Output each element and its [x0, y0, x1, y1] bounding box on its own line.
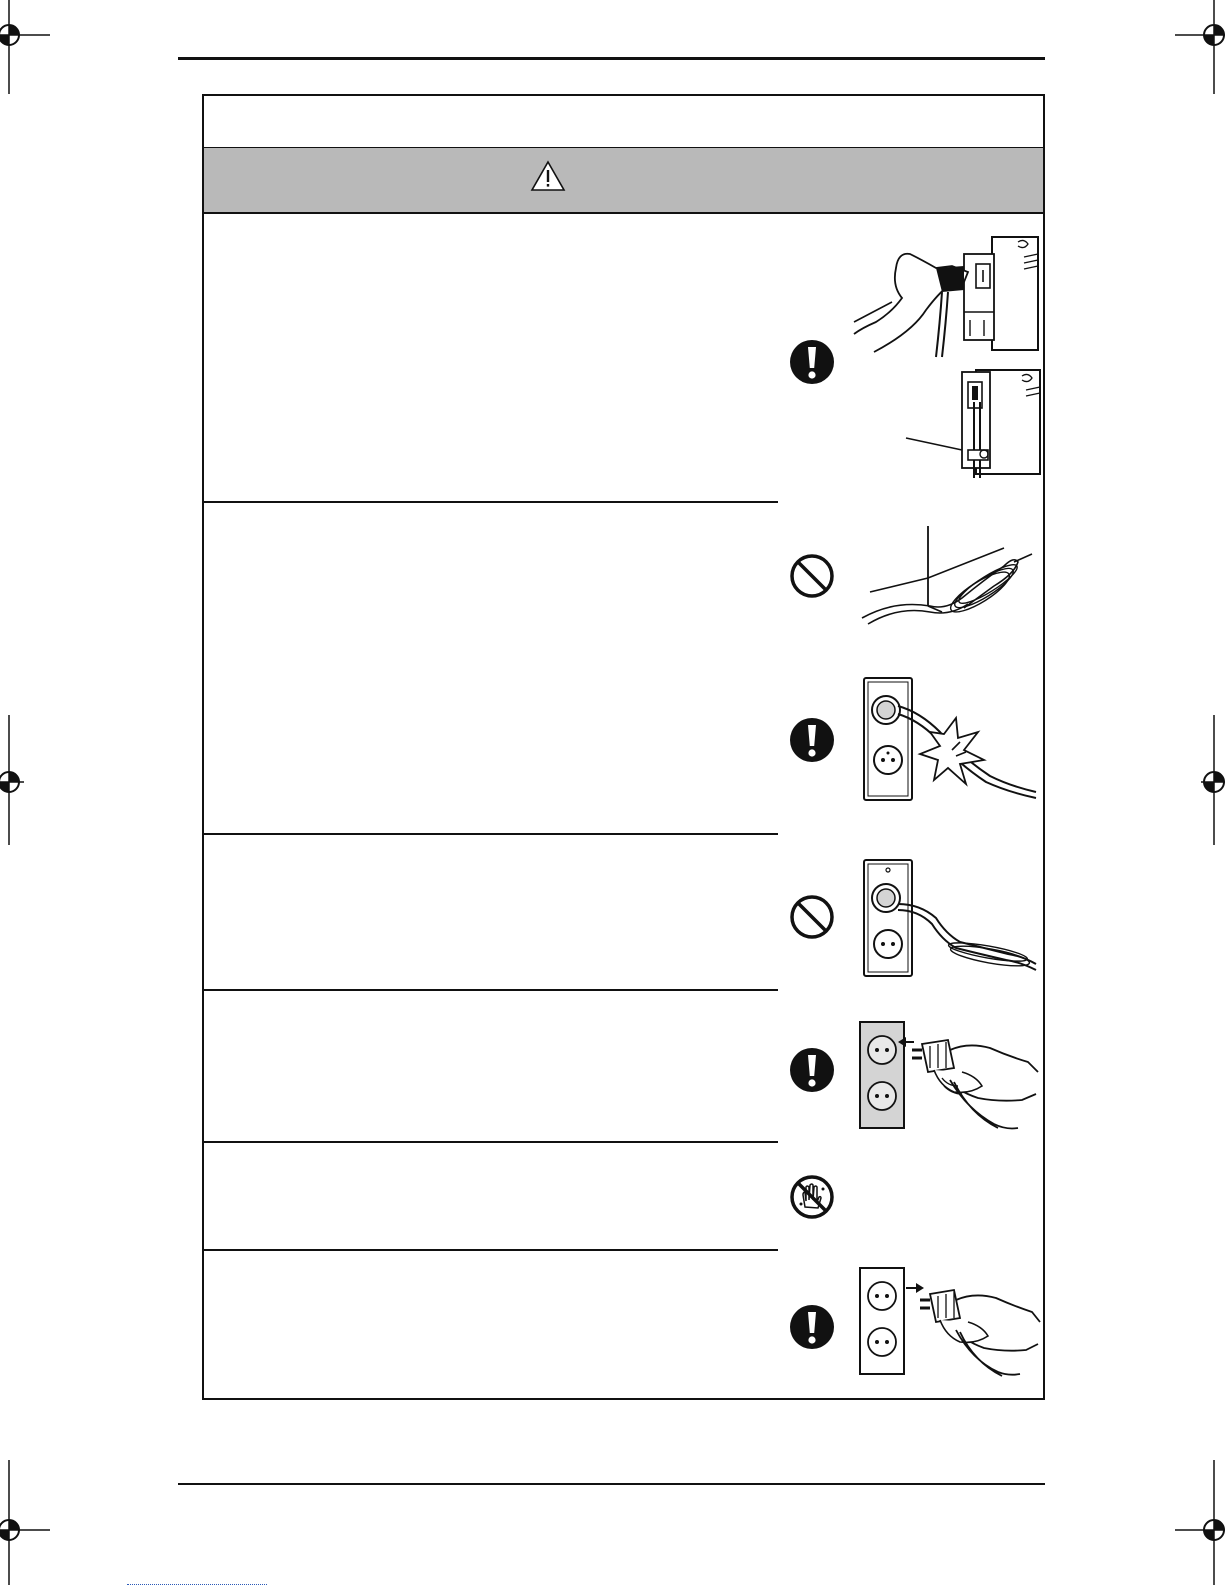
table-row — [218, 516, 768, 666]
prohibited-icon — [788, 552, 836, 600]
row-separator — [204, 1249, 778, 1251]
crop-mark-mid-right-icon — [1185, 715, 1225, 845]
warning-triangle-icon — [530, 160, 566, 192]
crop-mark-top-left-icon — [0, 0, 60, 100]
prohibited-icon — [788, 893, 836, 941]
table-row — [218, 1264, 768, 1389]
damaged-cord-outlet-illustration — [860, 676, 1040, 806]
header-rule — [178, 57, 1045, 60]
cord-secured-device-illustration — [904, 366, 1044, 486]
table-row — [218, 676, 768, 826]
table-row — [218, 1004, 768, 1134]
crop-mark-bottom-right-icon — [1165, 1460, 1225, 1585]
insert-plug-illustration — [858, 1020, 1042, 1132]
remove-plug-illustration — [858, 1266, 1042, 1378]
cord-under-device-illustration — [854, 526, 1044, 626]
table-row — [218, 848, 768, 978]
safety-table — [202, 94, 1045, 1400]
mandatory-icon — [788, 716, 836, 764]
mandatory-icon — [788, 1046, 836, 1094]
warning-band — [204, 148, 1043, 214]
crop-mark-mid-left-icon — [0, 715, 40, 845]
plug-into-device-illustration — [852, 232, 1042, 362]
bundled-cord-outlet-illustration — [860, 858, 1040, 980]
crop-mark-bottom-left-icon — [0, 1460, 60, 1585]
no-wet-hands-icon — [788, 1173, 836, 1221]
row-separator — [204, 501, 778, 503]
crop-mark-top-right-icon — [1165, 0, 1225, 100]
mandatory-icon — [788, 338, 836, 386]
row-separator — [204, 989, 778, 991]
table-row — [218, 228, 768, 488]
table-row — [218, 1156, 768, 1241]
mandatory-icon — [788, 1303, 836, 1351]
footer-rule — [178, 1483, 1045, 1485]
row-separator — [204, 833, 778, 835]
table-caption-row — [204, 96, 1043, 148]
row-separator — [204, 1141, 778, 1143]
